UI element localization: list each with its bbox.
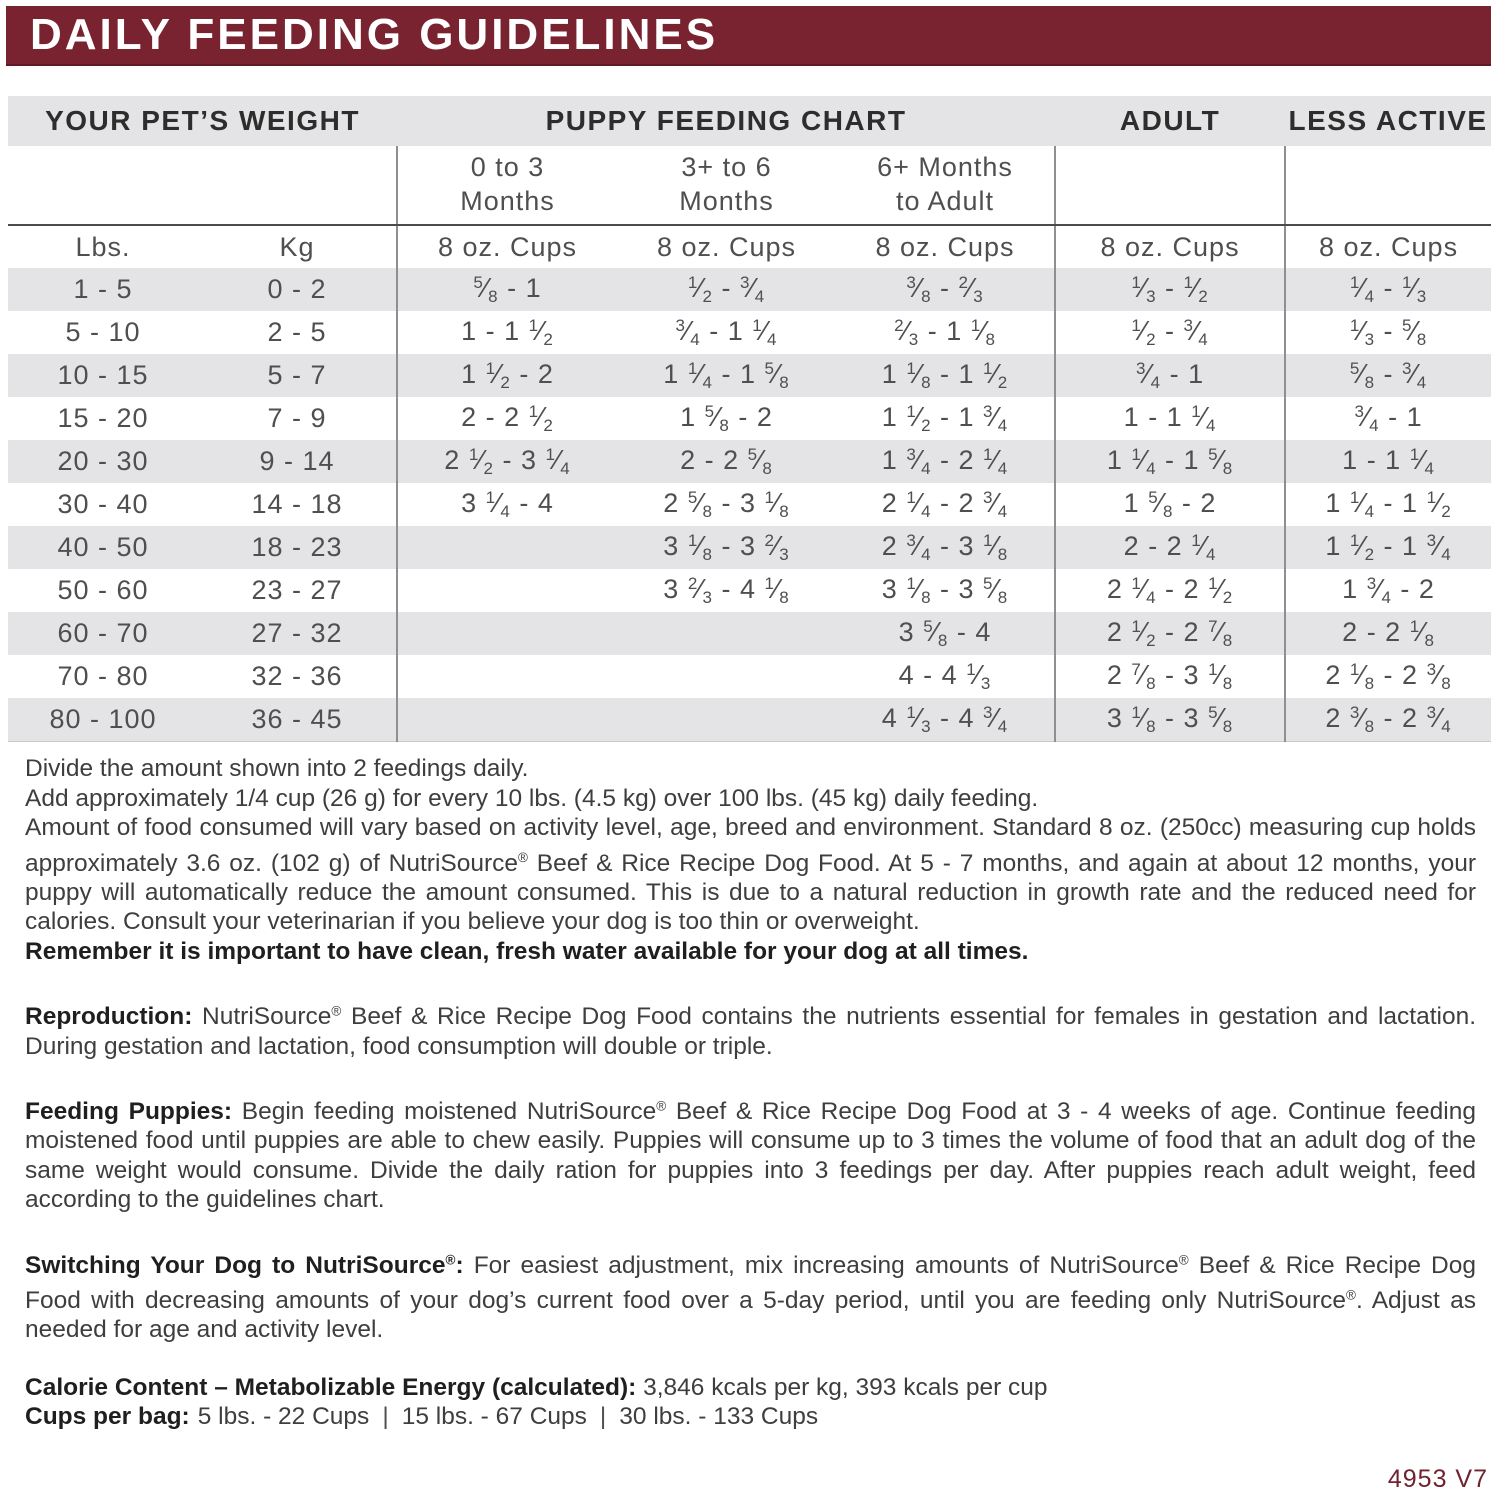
table-row — [8, 397, 1491, 440]
weight-cell: 10 - 15 — [8, 354, 198, 397]
weight-cell: 70 - 80 — [57, 661, 149, 691]
feeding-amount-cell: 2 $^7⁄_8 - 3$ $^1⁄_8$ — [1055, 655, 1285, 698]
age-header-less-active-spacer — [1285, 146, 1491, 225]
weight-cell: 50 - 60 — [57, 575, 149, 605]
version-code: 4953 V7 — [1387, 1465, 1488, 1493]
feeding-amount-cell — [617, 655, 836, 698]
age-header-spacer — [8, 146, 397, 225]
feeding-amount-cell: 2 $^3⁄_4 - 3$ $^1⁄_8$ — [836, 526, 1055, 569]
reproduction-text: NutriSource® Beef & Rice Recipe Dog Food contains the nutrients essential for females in gestation and lactation. During gestation and lactation, food consumption will double or triple. — [25, 1003, 1476, 1060]
feeding-amount-cell — [397, 655, 617, 698]
feeding-table-body — [8, 268, 1491, 742]
cups-per-bag-item: 30 lbs. - 133 Cups — [619, 1403, 819, 1431]
feeding-amount-cell: $^1⁄_2$ - $^3⁄_4$ — [1055, 311, 1285, 354]
table-row — [8, 483, 1491, 526]
feeding-amount-cell: $^5⁄_8$ - $^3⁄_4$ — [1285, 354, 1491, 397]
note-fresh-water: Remember it is important to have clean, fresh water available for your dog at all times. — [25, 937, 1029, 965]
feeding-amount-cell: 3 $^1⁄_8 - 3$ $^2⁄_3$ — [617, 526, 836, 569]
feeding-amount-cell: 1 $^3⁄_4 - 2$ — [1285, 569, 1491, 612]
feeding-amount-cell: 1 - 1 $^1⁄_4$ — [1285, 440, 1491, 483]
age-header-3-6-months: 3+ to 6 Months — [617, 146, 836, 225]
calorie-content-line — [25, 1373, 1476, 1403]
feeding-puppies-lead: Feeding Puppies: — [25, 1097, 233, 1125]
feeding-amount-cell: 2 $^3⁄_8 - 2$ $^3⁄_4$ — [1285, 698, 1491, 742]
feeding-amount-cell: $^1⁄_3$ - $^5⁄_8$ — [1285, 311, 1491, 354]
weight-cell: 5 - 10 — [65, 317, 141, 347]
feeding-amount-cell: 1 $^1⁄_2 - 2$ — [397, 354, 617, 397]
feeding-amount-cell: 1 $^5⁄_8 - 2$ — [1055, 483, 1285, 526]
feeding-amount-cell — [617, 698, 836, 742]
notes-section — [25, 754, 1476, 1432]
title-banner — [6, 6, 1491, 66]
feeding-amount-cell — [397, 569, 617, 612]
header-your-pets-weight: YOUR PET’S WEIGHT — [8, 96, 397, 146]
feeding-amount-cell: 2 $^1⁄_4 - 2$ $^1⁄_2$ — [1055, 569, 1285, 612]
weight-cell: 30 - 40 — [57, 489, 149, 519]
feeding-amount-cell: 1 - 1 $^1⁄_4$ — [1055, 397, 1285, 440]
unit-cups: 8 oz. Cups — [397, 225, 617, 268]
table-row — [8, 569, 1491, 612]
feeding-amount-cell: 4 - 4 $^1⁄_3$ — [898, 658, 992, 694]
feeding-amount-cell: 1 $^1⁄_4 - 1$ $^5⁄_8$ — [1055, 440, 1285, 483]
feeding-amount-cell: 3 $^2⁄_3 - 4$ $^1⁄_8$ — [663, 572, 790, 608]
weight-cell: 27 - 32 — [198, 612, 397, 655]
reproduction-paragraph — [25, 996, 1476, 1061]
table-units-row — [8, 225, 1491, 268]
unit-kg: Kg — [279, 231, 315, 262]
cups-per-bag-line — [25, 1402, 1476, 1432]
unit-cups: 8 oz. Cups — [656, 231, 797, 262]
switching-paragraph — [25, 1245, 1476, 1345]
feeding-amount-cell: $^3⁄_4 - 1$ $^1⁄_4$ — [675, 314, 778, 350]
feeding-amount-cell: 2 $^1⁄_4 - 2$ $^3⁄_4$ — [881, 486, 1009, 522]
table-row — [8, 698, 1491, 742]
feeding-amount-cell: 3 $^1⁄_8 - 3$ $^5⁄_8$ — [1055, 698, 1285, 742]
feeding-amount-cell: 2 $^1⁄_2 - 2$ $^7⁄_8$ — [1055, 612, 1285, 655]
calorie-value: 3,846 kcals per kg, 393 kcals per cup — [643, 1373, 1048, 1401]
feeding-amount-cell: $^2⁄_3 - 1$ $^1⁄_8$ — [894, 314, 996, 350]
note-amount-paragraph: Amount of food consumed will vary based on activity level, age, breed and environment. Standard 8 oz. (250cc) measuring cup holds approximately 3.6 oz. (102 g) of NutriSource® Beef & Rice Recipe Dog Food. At 5 - 7 months, and again at about 12 months, your puppy will automatically reduce the amount consumed. This is due to a natural reduction in growth rate and the reduced need for calories. Consult your veterinarian if you believe your dog is too thin or overweight. — [25, 814, 1476, 936]
page-title: DAILY FEEDING GUIDELINES — [30, 10, 719, 59]
table-row — [8, 268, 1491, 311]
table-row — [8, 612, 1491, 655]
cups-per-bag-item: 5 lbs. - 22 Cups — [197, 1403, 370, 1431]
table-row — [8, 311, 1491, 354]
table-group-header-row — [8, 96, 1491, 146]
header-adult: ADULT — [1055, 96, 1285, 146]
feeding-amount-cell: 2 $^1⁄_8 - 2$ $^3⁄_8$ — [1285, 655, 1491, 698]
feeding-amount-cell: 1 $^3⁄_4 - 2$ $^1⁄_4$ — [836, 440, 1055, 483]
feeding-amount-cell: $^1⁄_2$ - $^3⁄_4$ — [617, 268, 836, 311]
feeding-amount-cell: 1 - 1 $^1⁄_2$ — [397, 311, 617, 354]
weight-cell: 80 - 100 — [8, 698, 198, 742]
feeding-amount-cell: 2 - 2 $^1⁄_4$ — [1055, 526, 1285, 569]
feeding-amount-cell: $^3⁄_4 - 1$ — [1285, 397, 1491, 440]
weight-cell: 15 - 20 — [57, 403, 149, 433]
header-puppy-feeding-chart: PUPPY FEEDING CHART — [397, 96, 1055, 146]
table-row — [8, 440, 1491, 483]
feeding-amount-cell: 3 $^1⁄_8 - 3$ $^5⁄_8$ — [881, 572, 1009, 608]
reproduction-lead: Reproduction: — [25, 1003, 193, 1030]
weight-cell: 40 - 50 — [8, 526, 198, 569]
weight-cell: 14 - 18 — [251, 489, 343, 519]
feeding-amount-cell — [617, 612, 836, 655]
separator-bar: | — [599, 1403, 607, 1431]
calorie-lead: Calorie Content – Metabolizable Energy (calculated): — [25, 1373, 637, 1401]
feeding-amount-cell: 1 $^5⁄_8 - 2$ — [680, 400, 773, 436]
note-add-quarter-cup: Add approximately 1/4 cup (26 g) for every 10 lbs. (4.5 kg) over 100 lbs. (45 kg) daily feeding. — [25, 784, 1039, 812]
feeding-amount-cell: $^3⁄_8$ - $^2⁄_3$ — [836, 268, 1055, 311]
feeding-amount-cell: 4 $^1⁄_3 - 4$ $^3⁄_4$ — [836, 698, 1055, 742]
feeding-amount-cell: 2 $^5⁄_8 - 3$ $^1⁄_8$ — [663, 486, 790, 522]
age-header-adult-spacer — [1055, 146, 1285, 225]
feeding-amount-cell: 2 - 2 $^5⁄_8$ — [617, 440, 836, 483]
weight-cell: 5 - 7 — [198, 354, 397, 397]
table-row — [8, 655, 1491, 698]
age-header-0-3-months: 0 to 3 Months — [397, 146, 617, 225]
weight-cell: 0 - 2 — [198, 268, 397, 311]
table-row — [8, 354, 1491, 397]
feeding-amount-cell: 1 $^1⁄_4 - 1$ $^5⁄_8$ — [617, 354, 836, 397]
weight-cell: 1 - 5 — [8, 268, 198, 311]
feeding-amount-cell — [397, 526, 617, 569]
feeding-puppies-text: Begin feeding moistened NutriSource® Beef & Rice Recipe Dog Food at 3 - 4 weeks of age. Continue feeding moistened food until puppies are able to chew easily. Puppies will consume up to 3 times the volume of food that an adult dog of the same weight would consume. Divide the daily ration for puppies into 3 feedings per day. After puppies reach adult weight, feed according to the guidelines chart. — [25, 1097, 1476, 1214]
weight-cell: 2 - 5 — [267, 317, 327, 347]
weight-cell: 20 - 30 — [8, 440, 198, 483]
table-row — [8, 526, 1491, 569]
weight-cell: 36 - 45 — [198, 698, 397, 742]
weight-cell: 60 - 70 — [8, 612, 198, 655]
note-divide-feedings: Divide the amount shown into 2 feedings daily. — [25, 755, 529, 782]
feeding-amount-cell: 1 $^1⁄_2 - 1$ $^3⁄_4$ — [881, 400, 1009, 436]
feeding-amount-cell: 1 $^1⁄_2 - 1$ $^3⁄_4$ — [1285, 526, 1491, 569]
table-age-header-row — [8, 146, 1491, 225]
separator-bar: | — [382, 1403, 389, 1431]
weight-cell: 32 - 36 — [251, 661, 343, 691]
weight-cell: 9 - 14 — [198, 440, 397, 483]
unit-cups: 8 oz. Cups — [1285, 225, 1491, 268]
feeding-amount-cell: 2 $^1⁄_2 - 3$ $^1⁄_4$ — [397, 440, 617, 483]
switching-text: For easiest adjustment, mix increasing amounts of NutriSource® Beef & Rice Recipe Dog Food with decreasing amounts of your dog’s current food over a 5-day period, until you are feeding only NutriSource®. Adjust as needed for age and activity level. — [25, 1251, 1477, 1344]
feeding-table — [8, 96, 1491, 742]
header-less-active: LESS ACTIVE — [1285, 96, 1491, 146]
feeding-amount-cell: $^3⁄_4 - 1$ — [1055, 354, 1285, 397]
unit-cups: 8 oz. Cups — [1055, 225, 1285, 268]
feeding-amount-cell: 1 $^1⁄_8 - 1$ $^1⁄_2$ — [836, 354, 1055, 397]
weight-cell: 7 - 9 — [267, 403, 327, 433]
feeding-amount-cell: $^1⁄_3$ - $^1⁄_2$ — [1055, 268, 1285, 311]
feeding-amount-cell: 3 $^1⁄_4 - 4$ — [397, 483, 617, 526]
unit-lbs: Lbs. — [75, 231, 131, 262]
feeding-amount-cell: 3 $^5⁄_8 - 4$ — [836, 612, 1055, 655]
feeding-puppies-paragraph — [25, 1091, 1476, 1215]
unit-cups: 8 oz. Cups — [875, 231, 1015, 262]
switching-lead: Switching Your Dog to NutriSource®: — [25, 1251, 464, 1279]
weight-cell: 18 - 23 — [198, 526, 397, 569]
feeding-amount-cell — [397, 698, 617, 742]
weight-cell: 23 - 27 — [251, 575, 343, 605]
feeding-amount-cell: 2 - 2 $^1⁄_2$ — [397, 397, 617, 440]
feeding-amount-cell: $^1⁄_4$ - $^1⁄_3$ — [1285, 268, 1491, 311]
feeding-amount-cell: $^5⁄_8 - 1$ — [397, 268, 617, 311]
age-header-6-months-adult: 6+ Months to Adult — [836, 146, 1055, 225]
cups-per-bag-lead: Cups per bag: — [25, 1403, 190, 1431]
feeding-amount-cell: 2 - 2 $^1⁄_8$ — [1285, 612, 1491, 655]
feeding-amount-cell — [397, 612, 617, 655]
cups-per-bag-item: 15 lbs. - 67 Cups — [401, 1403, 587, 1431]
feeding-amount-cell: 1 $^1⁄_4 - 1$ $^1⁄_2$ — [1285, 483, 1491, 526]
